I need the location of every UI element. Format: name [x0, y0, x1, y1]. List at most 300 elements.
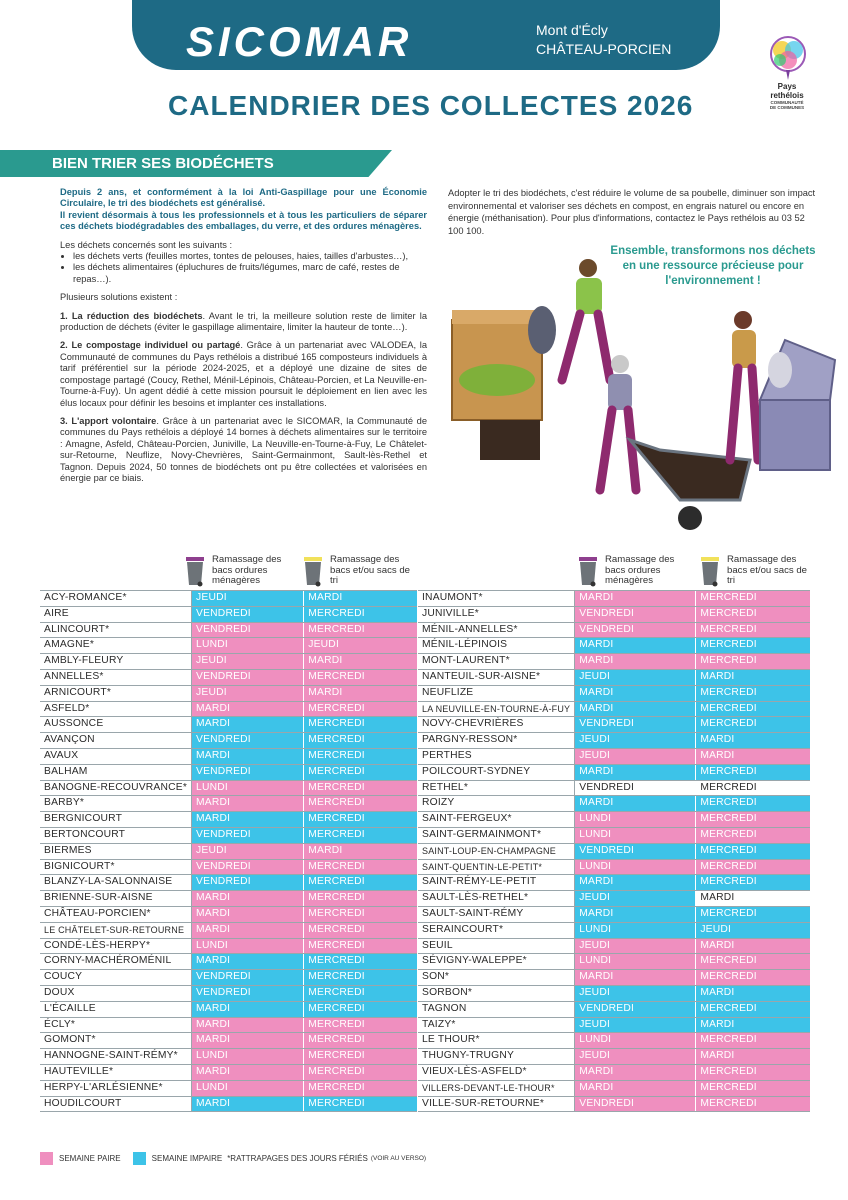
legend-tri-left: Ramassage des bacs et/ou sacs de tri	[330, 554, 410, 587]
commune-name: AUSSONCE	[40, 717, 192, 733]
commune-name: SERAINCOURT*	[418, 922, 575, 938]
tri-day: MARDI	[696, 748, 810, 764]
tri-day: MARDI	[696, 733, 810, 749]
concerned-text	[60, 240, 427, 251]
even-week-swatch	[40, 1152, 53, 1165]
om-day: MARDI	[575, 638, 696, 654]
section-title: BIEN TRIER SES BIODÉCHETS	[52, 155, 274, 172]
tri-day: MARDI	[696, 891, 810, 907]
tri-day: MERCREDI	[304, 733, 417, 749]
om-day: JEUDI	[192, 685, 304, 701]
om-day: JEUDI	[575, 669, 696, 685]
table-row	[418, 875, 810, 891]
commune-name: ASFELD*	[40, 701, 192, 717]
om-day: MARDI	[192, 922, 304, 938]
om-day: LUNDI	[192, 780, 304, 796]
table-row	[40, 985, 417, 1001]
commune-name: TAIZY*	[418, 1017, 575, 1033]
table-row	[418, 827, 810, 843]
page-title: CALENDRIER DES COLLECTES 2026	[168, 90, 694, 121]
legend-om-left: Ramassage des bacs ordures ménagères	[212, 554, 282, 587]
commune-name: AVANÇON	[40, 733, 192, 749]
table-row	[40, 606, 417, 622]
tri-day: MERCREDI	[304, 764, 417, 780]
table-row	[40, 954, 417, 970]
om-day: MARDI	[575, 875, 696, 891]
tri-day: MERCREDI	[304, 622, 417, 638]
om-day: JEUDI	[575, 733, 696, 749]
table-row	[40, 1033, 417, 1049]
tri-day: MERCREDI	[304, 1049, 417, 1065]
table-row	[418, 733, 810, 749]
tri-day: MERCREDI	[696, 843, 810, 859]
commune-name: ARNICOURT*	[40, 685, 192, 701]
commune-name: SORBON*	[418, 985, 575, 1001]
table-row	[418, 843, 810, 859]
table-row	[40, 891, 417, 907]
table-row	[40, 733, 417, 749]
om-day: JEUDI	[192, 843, 304, 859]
om-day: JEUDI	[192, 591, 304, 607]
tri-day: MERCREDI	[304, 1064, 417, 1080]
holiday-note-ref: (VOIR AU VERSO)	[370, 1155, 427, 1162]
tri-day: MERCREDI	[304, 906, 417, 922]
om-day: MARDI	[575, 970, 696, 986]
tri-day: MERCREDI	[696, 622, 810, 638]
table-row	[418, 1017, 810, 1033]
table-row	[418, 985, 810, 1001]
tri-day: MARDI	[696, 1017, 810, 1033]
commune-name: L'ÉCAILLE	[40, 1001, 192, 1017]
commune-name: ÉCLY*	[40, 1017, 192, 1033]
om-day: MARDI	[575, 591, 696, 607]
commune-name: MÉNIL-LÉPINOIS	[418, 638, 575, 654]
commune-name: CORNY-MACHÉROMÉNIL	[40, 954, 192, 970]
om-day: MARDI	[192, 1017, 304, 1033]
grey-bin-yellow-lid-icon	[303, 557, 323, 587]
intro-line-2: Il revient désormais à tous les professionnels et à tous les particuliers de séparer ces déchets biodégradables des emballages, du verre, et des ordures ménagères.	[60, 209, 427, 232]
om-day: MARDI	[192, 701, 304, 717]
tri-day: MERCREDI	[304, 717, 417, 733]
om-day: JEUDI	[575, 1017, 696, 1033]
tri-day: MERCREDI	[696, 812, 810, 828]
tri-day: MERCREDI	[304, 922, 417, 938]
commune-name: HERPY-L'ARLÉSIENNE*	[40, 1080, 192, 1096]
table-row	[40, 859, 417, 875]
table-row	[40, 827, 417, 843]
tri-day: MERCREDI	[304, 780, 417, 796]
table-row	[418, 796, 810, 812]
om-day: MARDI	[575, 796, 696, 812]
waste-list	[73, 251, 427, 285]
slogan: Ensemble, transformons nos déchets en une ressource précieuse pour l'environnement !	[610, 245, 816, 287]
commune-name: BERTONCOURT	[40, 827, 192, 843]
tri-day: MERCREDI	[696, 1033, 810, 1049]
tri-day: MERCREDI	[304, 1096, 417, 1112]
tri-day: MERCREDI	[304, 938, 417, 954]
table-row	[418, 1096, 810, 1112]
tri-day: MERCREDI	[304, 669, 417, 685]
tri-day: MERCREDI	[696, 970, 810, 986]
solutions-label: Plusieurs solutions existent :	[60, 292, 178, 303]
commune-name: BALHAM	[40, 764, 192, 780]
table-row	[40, 875, 417, 891]
brand-logo: SICOMAR	[186, 18, 413, 65]
table-row	[40, 843, 417, 859]
brand-location-2: CHÂTEAU-PORCIEN	[536, 41, 672, 57]
collection-table-left	[40, 590, 417, 1112]
om-day: VENDREDI	[192, 622, 304, 638]
om-day: LUNDI	[575, 922, 696, 938]
table-row	[40, 970, 417, 986]
odd-week-label: SEMAINE IMPAIRE	[151, 1154, 223, 1163]
commune-name: NANTEUIL-SUR-AISNE*	[418, 669, 575, 685]
om-day: VENDREDI	[192, 606, 304, 622]
commune-name: VILLE-SUR-RETOURNE*	[418, 1096, 575, 1112]
om-day: LUNDI	[192, 1049, 304, 1065]
table-row	[418, 764, 810, 780]
commune-name: RETHEL*	[418, 780, 575, 796]
table-row	[418, 1080, 810, 1096]
tri-day: MERCREDI	[304, 606, 417, 622]
tri-day: MERCREDI	[696, 606, 810, 622]
om-day: MARDI	[192, 1096, 304, 1112]
table-row	[40, 638, 417, 654]
table-row	[40, 938, 417, 954]
table-row	[40, 701, 417, 717]
solution-1-text: . Avant le tri, la meilleure solution reste de limiter la production de déchets (éviter le gaspillage alimentaire, limiter la hauteur de tonte…).	[60, 310, 427, 333]
om-day: VENDREDI	[575, 606, 696, 622]
om-day: VENDREDI	[192, 875, 304, 891]
commune-name: JUNIVILLE*	[418, 606, 575, 622]
commune-name: NOVY-CHEVRIÈRES	[418, 717, 575, 733]
tri-day: MERCREDI	[696, 875, 810, 891]
tri-day: MARDI	[696, 1049, 810, 1065]
om-day: MARDI	[575, 764, 696, 780]
intro-line-1: Depuis 2 ans, et conformément à la loi Anti-Gaspillage pour une Économie Circulaire, le tri des biodéchets est généralisé.	[60, 187, 427, 209]
tri-day: MARDI	[304, 591, 417, 607]
table-row	[418, 1001, 810, 1017]
commune-name: COUCY	[40, 970, 192, 986]
legend-tri-right: Ramassage des bacs et/ou sacs de tri	[727, 554, 807, 587]
tri-day: MERCREDI	[696, 859, 810, 875]
table-row	[418, 891, 810, 907]
om-day: MARDI	[192, 748, 304, 764]
tri-day: MERCREDI	[696, 906, 810, 922]
intro-paragraph	[60, 187, 427, 233]
list-item: • les déchets alimentaires (épluchures de fruits/légumes, marc de café, restes de repas…).	[73, 262, 427, 285]
om-day: LUNDI	[575, 859, 696, 875]
table-row	[418, 780, 810, 796]
table-row	[40, 922, 417, 938]
om-day: VENDREDI	[192, 970, 304, 986]
om-day: MARDI	[192, 1064, 304, 1080]
table-row	[418, 638, 810, 654]
om-day: JEUDI	[575, 748, 696, 764]
tri-day: MERCREDI	[304, 1033, 417, 1049]
om-day: LUNDI	[192, 938, 304, 954]
table-row	[418, 954, 810, 970]
om-day: MARDI	[575, 654, 696, 670]
table-row	[40, 717, 417, 733]
commune-name: SAULT-SAINT-RÉMY	[418, 906, 575, 922]
solution-2-text: . Grâce à un partenariat avec VALODEA, la Communauté de communes du Pays rethélois a distribué 165 composteurs individuels à tarif préférentiel sur la période 2024-2025, et a déployé une dizaine de sites de compostage partagé (Coucy, Rethel, Ménil-Lépinois, Château-Porcien, et La Neuville-en-Tourne-à-Fuy). Un agent dédié à cette mission poursuit le déploiement en lien avec les élus locaux pour définir les besoins et implanter ces installations.	[60, 340, 427, 408]
commune-name: SAINT-RÉMY-LE-PETIT	[418, 875, 575, 891]
solution-3-text: . Grâce à un partenariat avec le SICOMAR, la Communauté de communes du Pays rethélois a déployé 14 bornes à déchets alimentaires sur le territoire : Amagne, Asfeld, Château-Porcien, Juniville, La Neuville-en-Tourne-à-Fuy, Le Châtelet-sur-Retourne, Neuflize, Novy-Chevrières, Saint-Germainmont, Sault-lès-Rethel et Tagnon. Depuis 2024, 50 tonnes de biodéchets ont pu être collectées et valorisées en énergie par ce biais.	[60, 415, 427, 483]
om-day: MARDI	[192, 891, 304, 907]
tri-day: MERCREDI	[696, 796, 810, 812]
commune-name: VILLERS-DEVANT-LE-THOUR*	[418, 1080, 575, 1096]
commune-name: HAUTEVILLE*	[40, 1064, 192, 1080]
right-text: Adopter le tri des biodéchets, c'est réduire le volume de sa poubelle, diminuer son impact environnemental et valoriser ses déchets en compost, en engrais naturel ou encore en énergie (méthanisation). Pour plus d'informations, contactez le Pays rethélois au 03 52 100 100.	[448, 188, 816, 236]
table-row	[418, 685, 810, 701]
grey-bin-yellow-lid-icon	[700, 557, 720, 587]
solution-2-title: 2. Le compostage individuel ou partagé	[60, 340, 241, 351]
table-row	[418, 859, 810, 875]
odd-week-swatch	[133, 1152, 146, 1165]
om-day: VENDREDI	[575, 780, 696, 796]
tri-day: JEUDI	[696, 922, 810, 938]
commune-name: ALINCOURT*	[40, 622, 192, 638]
tri-day: MERCREDI	[304, 954, 417, 970]
commune-name: LE THOUR*	[418, 1033, 575, 1049]
om-day: JEUDI	[575, 891, 696, 907]
commune-name: SÉVIGNY-WALEPPE*	[418, 954, 575, 970]
solution-1-title: 1. La réduction des biodéchets	[60, 310, 203, 321]
om-day: MARDI	[192, 796, 304, 812]
table-row	[40, 685, 417, 701]
table-row	[418, 701, 810, 717]
commune-name: BRIENNE-SUR-AISNE	[40, 891, 192, 907]
commune-name: CHÂTEAU-PORCIEN*	[40, 906, 192, 922]
commune-name: ACY-ROMANCE*	[40, 591, 192, 607]
tri-day: MERCREDI	[304, 970, 417, 986]
commune-name: SAINT-FERGEUX*	[418, 812, 575, 828]
tri-day: MARDI	[304, 685, 417, 701]
om-day: VENDREDI	[575, 1001, 696, 1017]
om-day: LUNDI	[575, 812, 696, 828]
tri-day: MERCREDI	[696, 1064, 810, 1080]
om-day: VENDREDI	[192, 859, 304, 875]
holiday-note: *RATTRAPAGES DES JOURS FÉRIÉS	[227, 1154, 368, 1163]
commune-name: LA NEUVILLE-EN-TOURNE-À-FUY	[418, 701, 575, 717]
commune-name: BIGNICOURT*	[40, 859, 192, 875]
commune-name: ROIZY	[418, 796, 575, 812]
commune-name: SAINT-QUENTIN-LE-PETIT*	[418, 859, 575, 875]
tri-day: MERCREDI	[696, 780, 810, 796]
om-day: MARDI	[192, 1001, 304, 1017]
om-day: VENDREDI	[192, 764, 304, 780]
om-day: MARDI	[192, 812, 304, 828]
om-day: MARDI	[575, 685, 696, 701]
om-day: LUNDI	[192, 638, 304, 654]
tri-day: MERCREDI	[696, 954, 810, 970]
om-day: LUNDI	[192, 1080, 304, 1096]
tri-day: MERCREDI	[696, 654, 810, 670]
legend-footer	[40, 1152, 426, 1165]
logo-pays-rethelois	[762, 82, 812, 100]
table-row	[40, 906, 417, 922]
table-row	[418, 717, 810, 733]
tri-day: MERCREDI	[696, 764, 810, 780]
commune-name: INAUMONT*	[418, 591, 575, 607]
tri-day: MERCREDI	[304, 1001, 417, 1017]
logo-line-4: DE COMMUNES	[769, 105, 805, 110]
even-week-label: SEMAINE PAIRE	[59, 1154, 121, 1163]
table-row	[418, 938, 810, 954]
commune-name: BARBY*	[40, 796, 192, 812]
table-row	[40, 796, 417, 812]
om-day: MARDI	[575, 906, 696, 922]
brand-location-1: Mont d'Écly	[536, 22, 608, 38]
om-day: JEUDI	[192, 654, 304, 670]
commune-name: CONDÉ-LÈS-HERPY*	[40, 938, 192, 954]
tri-day: MERCREDI	[304, 812, 417, 828]
tri-day: MERCREDI	[696, 591, 810, 607]
commune-name: NEUFLIZE	[418, 685, 575, 701]
commune-name: MÉNIL-ANNELLES*	[418, 622, 575, 638]
tri-day: MERCREDI	[304, 875, 417, 891]
commune-name: MONT-LAURENT*	[418, 654, 575, 670]
tri-day: MERCREDI	[696, 685, 810, 701]
collection-table-right	[418, 590, 810, 1112]
table-row	[418, 1049, 810, 1065]
table-row	[418, 622, 810, 638]
om-day: MARDI	[575, 701, 696, 717]
om-day: VENDREDI	[575, 622, 696, 638]
table-row	[418, 1033, 810, 1049]
tri-day: MERCREDI	[696, 1080, 810, 1096]
om-day: VENDREDI	[192, 733, 304, 749]
tri-day: MERCREDI	[304, 985, 417, 1001]
grey-bin-purple-lid-icon	[578, 557, 598, 587]
om-day: VENDREDI	[575, 843, 696, 859]
tri-day: MARDI	[304, 843, 417, 859]
om-day: JEUDI	[575, 985, 696, 1001]
commune-name: AVAUX	[40, 748, 192, 764]
tri-day: MERCREDI	[304, 701, 417, 717]
om-day: MARDI	[192, 1033, 304, 1049]
table-row	[40, 812, 417, 828]
commune-name: TAGNON	[418, 1001, 575, 1017]
om-day: MARDI	[575, 1064, 696, 1080]
solution-3-title: 3. L'apport volontaire	[60, 415, 157, 426]
commune-name: ANNELLES*	[40, 669, 192, 685]
tri-day: MERCREDI	[696, 1096, 810, 1112]
tri-day: MERCREDI	[696, 701, 810, 717]
om-day: JEUDI	[575, 1049, 696, 1065]
table-row	[40, 591, 417, 607]
commune-name: HOUDILCOURT	[40, 1096, 192, 1112]
table-row	[418, 591, 810, 607]
tri-day: MERCREDI	[304, 827, 417, 843]
commune-name: SON*	[418, 970, 575, 986]
commune-name: SAINT-GERMAINMONT*	[418, 827, 575, 843]
solution-1	[60, 311, 427, 334]
commune-name: BANOGNE-RECOUVRANCE*	[40, 780, 192, 796]
table-row	[418, 606, 810, 622]
commune-name: AMAGNE*	[40, 638, 192, 654]
tri-day: MERCREDI	[304, 1080, 417, 1096]
tri-day: MERCREDI	[696, 717, 810, 733]
commune-name: SEUIL	[418, 938, 575, 954]
commune-name: SAINT-LOUP-EN-CHAMPAGNE	[418, 843, 575, 859]
table-row	[40, 1049, 417, 1065]
commune-name: PERTHES	[418, 748, 575, 764]
table-row	[40, 1017, 417, 1033]
table-row	[418, 654, 810, 670]
table-row	[40, 1001, 417, 1017]
tri-day: MARDI	[304, 654, 417, 670]
commune-name: BERGNICOURT	[40, 812, 192, 828]
om-day: LUNDI	[575, 827, 696, 843]
table-row	[418, 970, 810, 986]
om-day: LUNDI	[575, 1033, 696, 1049]
table-row	[40, 780, 417, 796]
table-row	[418, 669, 810, 685]
om-day: VENDREDI	[192, 827, 304, 843]
table-row	[418, 922, 810, 938]
solution-2	[60, 340, 427, 408]
tri-day: MARDI	[696, 669, 810, 685]
concerned-label: Les déchets concernés sont les suivants :	[60, 239, 233, 250]
tri-day: MERCREDI	[304, 796, 417, 812]
commune-name: AMBLY-FLEURY	[40, 654, 192, 670]
om-day: MARDI	[192, 717, 304, 733]
commune-name: BIERMES	[40, 843, 192, 859]
om-day: MARDI	[192, 954, 304, 970]
table-row	[40, 669, 417, 685]
table-row	[418, 1064, 810, 1080]
om-day: MARDI	[575, 1080, 696, 1096]
tri-day: MARDI	[696, 985, 810, 1001]
om-day: VENDREDI	[192, 985, 304, 1001]
table-row	[40, 622, 417, 638]
commune-name: PARGNY-RESSON*	[418, 733, 575, 749]
logo-subtitle	[754, 100, 820, 110]
om-day: VENDREDI	[575, 1096, 696, 1112]
table-row	[40, 1096, 417, 1112]
left-text-column	[60, 187, 427, 484]
tri-day: MERCREDI	[304, 748, 417, 764]
table-row	[418, 812, 810, 828]
legend-om-right: Ramassage des bacs ordures ménagères	[605, 554, 675, 587]
tri-day: MERCREDI	[304, 859, 417, 875]
tri-day: MERCREDI	[304, 1017, 417, 1033]
logo-line-2: rethélois	[770, 91, 804, 100]
commune-name: LE CHÂTELET-SUR-RETOURNE	[40, 922, 192, 938]
tri-day: MERCREDI	[696, 1001, 810, 1017]
commune-name: BLANZY-LA-SALONNAISE	[40, 875, 192, 891]
commune-name: GOMONT*	[40, 1033, 192, 1049]
table-row	[40, 764, 417, 780]
tri-day: MERCREDI	[696, 638, 810, 654]
tri-day: MERCREDI	[696, 827, 810, 843]
logo-line-1: Pays	[777, 82, 797, 91]
om-day: VENDREDI	[192, 669, 304, 685]
om-day: LUNDI	[575, 954, 696, 970]
table-row	[418, 748, 810, 764]
om-day: MARDI	[192, 906, 304, 922]
commune-name: DOUX	[40, 985, 192, 1001]
table-row	[40, 1080, 417, 1096]
commune-name: HANNOGNE-SAINT-RÉMY*	[40, 1049, 192, 1065]
commune-name: AIRE	[40, 606, 192, 622]
composting-illustration-icon	[440, 240, 840, 540]
tri-day: MERCREDI	[304, 891, 417, 907]
commune-name: THUGNY-TRUGNY	[418, 1049, 575, 1065]
commune-name: POILCOURT-SYDNEY	[418, 764, 575, 780]
